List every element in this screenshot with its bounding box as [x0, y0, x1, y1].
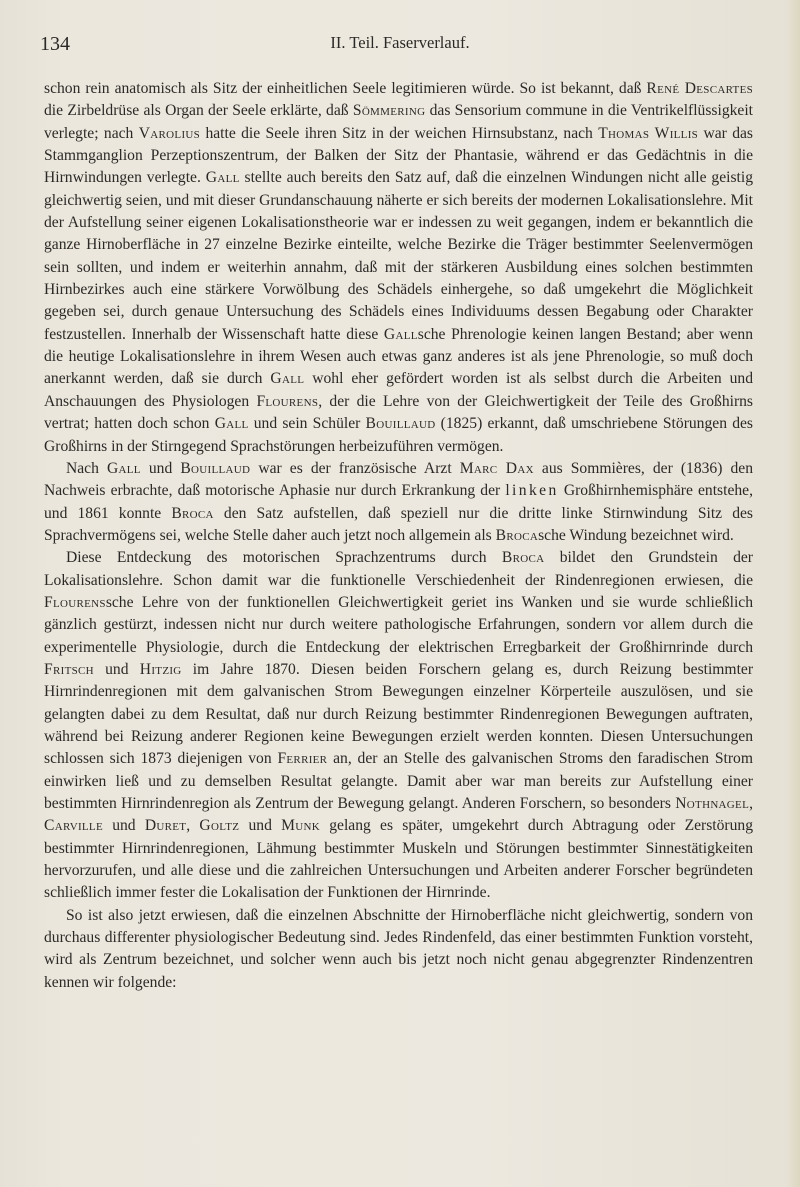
author-name: Hitzig [139, 660, 182, 678]
emphasis-text: linken [505, 482, 559, 500]
text-run: an, der an Stelle des galvanischen Stroms den faradischen Strom einwirken ließ und zu demselben Resultat gelangte. Damit aber war man bereits zur Aufstellung einer bestimmten Hirnrindenregion als Zentrum der Bewegung gelangt. Anderen Forschern, so besonders [44, 750, 753, 812]
author-name: Broca [495, 526, 539, 544]
author-name: Broca [501, 549, 545, 567]
text-run: im Jahre 1870. Diesen beiden Forschern gelang es, durch Reizung bestimmter Hirnrindenregionen mit dem galvanischen Strom Bewegungen einzelner Körperteile auszulösen, und sie gelangten dabei zu dem Resultat, daß nur durch Reizung bestimmter Rindenregionen Bewegungen auftraten, während bei Reizung anderer Regionen keine Bewegungen erzielt werden konnten. Diesen Untersuchungen schlossen sich 1873 diejenigen von [44, 660, 754, 768]
author-name: Duret [144, 817, 187, 835]
text-run: den Satz aufstellen, daß speziell nur die dritte linke Stirnwindung Sitz des Sprachvermögens sei, welche Stelle daher auch jetzt noch allgemein als [44, 504, 753, 544]
author-name: Thomas Willis [598, 124, 699, 142]
author-name: René Descartes [646, 80, 754, 97]
text-run: und [102, 817, 145, 835]
page-header [0, 33, 800, 63]
text-run: bildet den Grundstein der Lokalisationslehre. Schon damit war die funktionelle Verschiedenheit der Rindenregionen erwiesen, die [44, 549, 753, 589]
author-name: Flourens [44, 593, 106, 611]
author-name: Carville [44, 817, 103, 835]
running-head: II. Teil. Faserverlauf. [330, 33, 470, 52]
text-run: , [186, 817, 200, 835]
author-name: Gall [205, 169, 240, 187]
author-name: Nothnagel [675, 795, 750, 812]
text-run: wohl eher gefördert worden ist als selbst durch die Arbeiten und Anschauungen des Physiologen [44, 370, 753, 410]
text-run: So ist also jetzt erwiesen, daß die einzelnen Abschnitte der Hirnoberfläche nicht gleichwertig, sondern von durchaus differenter physiologischer Bedeutung sind. Jedes Rindenfeld, das einer bestimmten Funktion vorsteht, wird als Zentrum bezeichnet, und solcher wenn auch bis jetzt noch nicht genau abgegrenzter Rindenzentren kennen wir folgende: [44, 906, 753, 991]
author-name: Gall [106, 459, 141, 477]
paragraph [44, 905, 753, 994]
author-name: Bouillaud [365, 415, 436, 433]
text-run: Nach [66, 459, 107, 477]
text-run: , [749, 795, 753, 812]
author-name: Varolius [138, 124, 201, 142]
text-run: und sein Schüler [248, 415, 366, 433]
author-name: Munk [281, 817, 321, 835]
text-run: sche Phrenologie keinen langen Bestand; aber wenn die heutige Lokalisationslehre in ihrem Wesen auch etwas ganz anderes ist als jene Phrenologie, so muß doch anerkannt werden, daß sie durch [44, 325, 753, 388]
text-run: sche Lehre von der funktionellen Gleichwertigkeit geriet ins Wanken und sie wurde schließlich gänzlich gestürzt, indessen nicht nur durch weitere pathologische Erfahrungen, sondern vor allem durch die experimentelle Physiologie, durch die Entdeckung der elektrischen Erregbarkeit der Großhirnrinde durch [44, 593, 753, 656]
author-name: Bouillaud [180, 459, 251, 477]
author-name: Goltz [199, 817, 240, 835]
text-run: das Sensorium commune in die Ventrikelflüssigkeit verlegte; nach [44, 102, 753, 142]
page-number: 134 [40, 33, 70, 55]
text-run: und [140, 459, 181, 477]
text-run: und [239, 817, 282, 835]
author-name: Gall [383, 325, 418, 343]
text-run: gelang es später, umgekehrt durch Abtragung oder Zerstörung bestimmter Hirnrindenregionen, Lähmung bestimmter Muskeln und Störungen bestimmter Sinnestätigkeiten hervorzurufen, und alle diese und die zahlreichen Untersuchungen und Arbeiten anderer Forscher begründeten schließlich immer fester die Lokalisation der Funktionen der Hirnrinde. [44, 817, 754, 902]
author-name: Marc Dax [459, 459, 534, 477]
author-name: Broca [171, 504, 214, 522]
text-run: (1825) erkannt, daß umschriebene Störungen des Großhirns in der Stirngegend Sprachstörungen herbeizuführen vermögen. [44, 415, 753, 455]
author-name: Flourens [256, 392, 319, 410]
text-run: und [93, 660, 140, 678]
text-run: sche Windung bezeichnet wird. [538, 526, 734, 544]
text-run: stellte auch bereits den Satz auf, daß die einzelnen Windungen nicht alle geistig gleichwertig seien, und mit dieser Grundanschauung näherte er sich bereits der modernen Lokalisationslehre. Mit der Aufstellung seiner eigenen Lokalisationstheorie war er indessen zu weit gegangen, indem er bekanntlich die ganze Hirnoberfläche in 27 einzelne Bezirke einteilte, welche Bezirke die Träger bestimmter Seelenvermögen sein sollten, und indem er weiterhin annahm, daß mit der stärkeren Ausbildung eines solchen bestimmten Hirnbezirkes auch eine stärkere Vorwölbung des Schädels einhergehe, so daß umgekehrt die Möglichkeit gegeben sei, durch genaue Untersuchung des Schädels eines Individuums dessen Begabung oder Charakter festzustellen. Innerhalb der Wissenschaft hatte diese [44, 169, 754, 343]
text-run: war es der französische Arzt [250, 459, 460, 477]
text-run: war das Stammganglion Perzeptionszentrum, der Balken der Sitz der Phantasie, während er das Gedächtnis in die Hirnwindungen verlegte. [44, 124, 754, 187]
text-run: , der die Lehre von der Gleichwertigkeit der Teile des Großhirns vertrat; hatten doch schon [44, 392, 754, 433]
paragraph [44, 458, 753, 547]
author-name: Sömmering [352, 102, 426, 120]
body-text [44, 78, 753, 994]
author-name: Gall [214, 415, 249, 433]
text-run: schon rein anatomisch als Sitz der einheitlichen Seele legitimieren würde. So ist bekannt, daß [44, 80, 647, 97]
author-name: Gall [270, 370, 305, 388]
text-run: Großhirnhemisphäre entstehe, und 1861 konnte [44, 482, 753, 522]
paragraph [44, 547, 753, 905]
text-run: aus Sommières, der (1836) den Nachweis erbrachte, daß motorische Aphasie nur durch Erkrankung der [44, 459, 754, 500]
paragraph [44, 78, 753, 458]
text-run: hatte die Seele ihren Sitz in der weichen Hirnsubstanz, nach [200, 124, 599, 142]
text-run: die Zirbeldrüse als Organ der Seele erklärte, daß [44, 102, 353, 120]
text-run: Diese Entdeckung des motorischen Sprachzentrums durch [66, 549, 502, 567]
author-name: Ferrier [277, 750, 328, 768]
author-name: Fritsch [44, 660, 94, 678]
